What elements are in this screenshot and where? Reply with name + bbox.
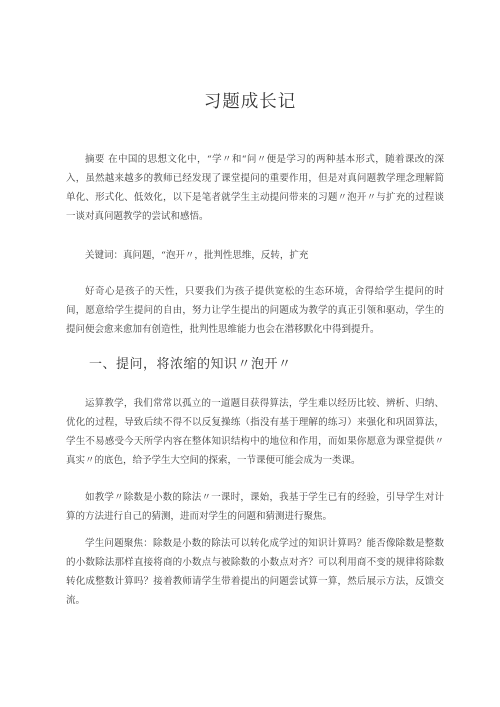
- intro-paragraph: 好奇心是孩子的天性，只要我们为孩子提供宽松的生态环境，舍得给学生提问的时间，愿意给学生提问的自由，努力让学生提出的问题成为教学的真正引领和驱动，学生的提问便会愈来愈加有创造性，批判性思维能力也会在潜移默化中得到提升。: [66, 286, 444, 335]
- body-paragraph: 如教学〃除数是小数的除法〃一课时，课始，我基于学生已有的经验，引导学生对计算的方法进行自己的猜测，进而对学生的问题和猜测进行聚焦。: [66, 492, 444, 522]
- section-heading: 一、提问，将浓缩的知识〃泡开〃: [89, 357, 292, 372]
- body-paragraph: 学生问题聚焦：除数是小数的除法可以转化成学过的知识计算吗？能否像除数是整数的小数除法那样直接将商的小数点与被除数的小数点对齐？可以利用商不变的规律将除数转化成整数计算吗？接着教师请学生带着提出的问题尝试算一算，然后展示方法，反馈交流。: [66, 538, 444, 606]
- body-paragraph: 运算教学，我们常常以孤立的一道题目获得算法，学生难以经历比较、辨析、归纳、优化的过程，导致后续不得不以反复操练（指没有基于理解的练习）来强化和巩固算法，学生不易感受今天所学内容在整体知识结构中的地位和作用，而如果你愿意为课堂提供〃真实〃的底色，给予学生大空间的探索，一节课便可能会成为一类课。: [66, 398, 444, 466]
- keywords-paragraph: 关键词：真问题，“泡开〃，批判性思维，反转，扩充: [85, 250, 309, 261]
- document-title: 习题成长记: [203, 92, 297, 112]
- abstract-paragraph: 摘要 在中国的思想文化中，“学〃和“问〃便是学习的两种基本形式，随着课改的深入，虽然越来越多的教师已经发现了课堂提问的重要作用，但是对真问题教学理念理解简单化、形式化、低效化，以下是笔者就学生主动提问带来的习题〃泡开〃与扩充的过程谈一谈对真问题教学的尝试和感悟。: [66, 154, 444, 222]
